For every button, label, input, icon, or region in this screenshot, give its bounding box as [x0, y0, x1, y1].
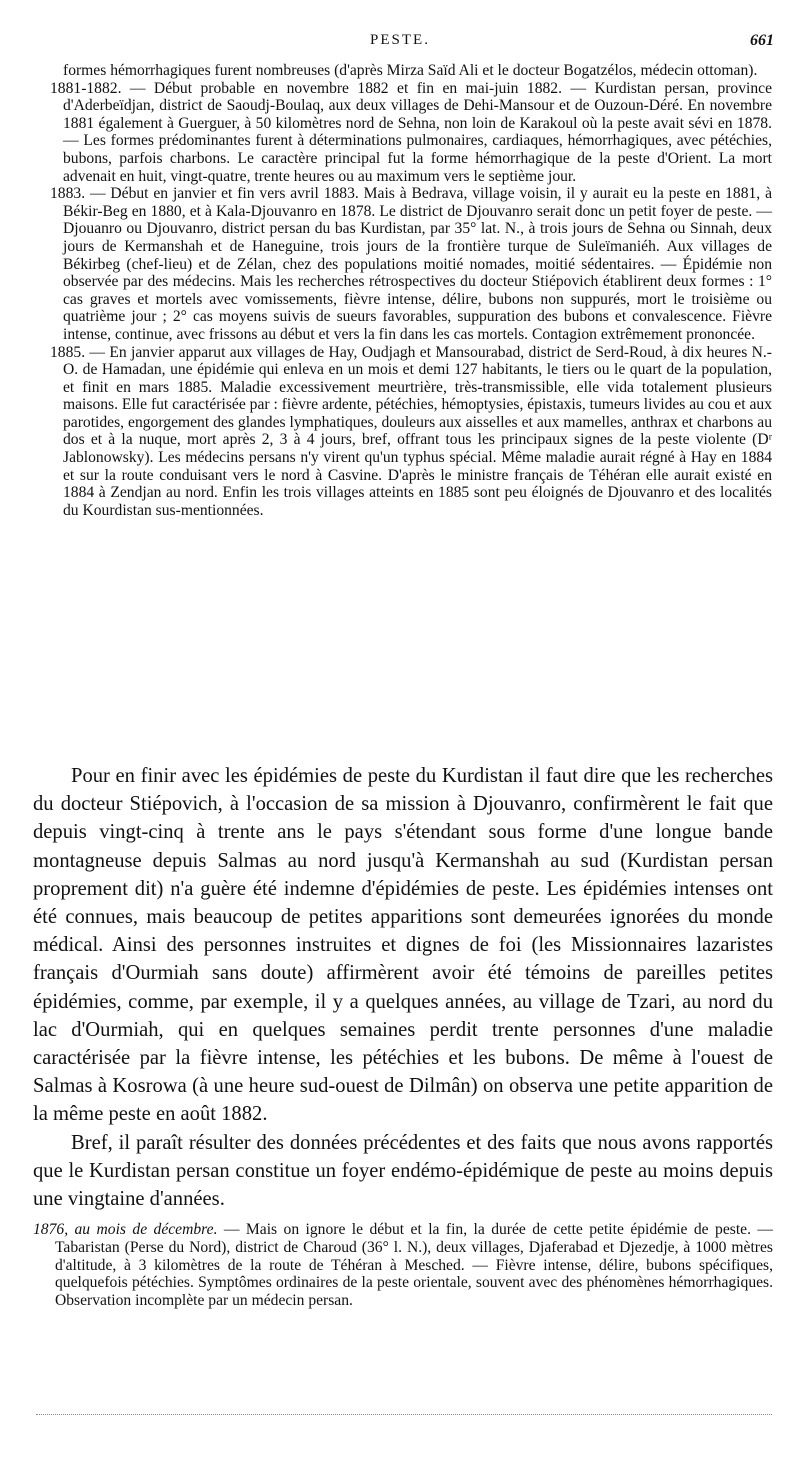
bottom-rule — [36, 1414, 772, 1415]
entry-1876-date: 1876, au mois de décembre. — [33, 1221, 218, 1238]
main-text — [33, 762, 773, 1213]
chronology-entries — [50, 62, 772, 519]
entry-1883: 1883. — Début en janvier et fin vers avril 1883. Mais à Bedrava, village voisin, il y aurait eu la peste en 1881, à Békir-Beg en 1880, et à Kala-Djouvanro en 1878. Le district de Djouvanro serait donc un petit foyer de peste. — Djouanro ou Djouvanro, district persan du bas Kurdistan, par 35° lat. N., à trois jours de Sehna ou Sinnah, deux jours de Kermanshah et de Haneguine, trois jours de la frontière turque de Suleïmaniéh. Aux villages de Békirbeg (chef-lieu) et de Zélan, chez des populations moitié nomades, moitié sédentaires. — Épidémie non observée par des médecins. Mais les recherches rétrospectives du docteur Stiépovich établirent deux formes : 1° cas graves et mortels avec vomissements, fièvre intense, délire, bubons non suppurés, mort le troisième ou quatrième jour ; 2° cas moyens suivis de sueurs favorables, suppuration des bubons et convalescence. Fièvre intense, continue, avec frissons au début et vers la fin dans les cas mortels. Contagion extrêmement prononcée. — [50, 185, 772, 343]
running-title: PESTE. — [370, 32, 430, 48]
entry-1876 — [33, 1221, 773, 1310]
paragraph-conclusion: Bref, il paraît résulter des données précédentes et des faits que nous avons rapportés que le Kurdistan persan constitue un foyer endémo-épidémique de peste au moins depuis une vingtaine d'années. — [33, 1131, 773, 1211]
paragraph-kurdistan: Pour en finir avec les épidémies de peste du Kurdistan il faut dire que les recherches du docteur Stiépovich, à l'occasion de sa mission à Djouvanro, confirmèrent le fait que depuis vingt-cinq à trente ans le pays s'étendant sous forme d'une longue bande montagneuse depuis Salmas au nord jusqu'à Kermanshah au sud (Kurdistan persan proprement dit) n'a guère été indemne d'épidémies de peste. Les épidémies intenses ont été connues, mais beaucoup de petites apparitions sont demeurées ignorées du monde médical. Ainsi des personnes instruites et dignes de foi (les Missionnaires lazaristes français d'Ourmiah sans doute) affirmèrent avoir été témoins de pareilles petites épidémies, comme, par exemple, il y a quelques années, au village de Tzari, au nord du lac d'Ourmiah, qui en quelques semaines perdit trente personnes d'une maladie caractérisée par la fièvre intense, les pétéchies et les bubons. De même à l'ouest de Salmas à Kosrowa (à une heure sud-ouest de Dilmân) on observa une petite apparition de la même peste en août 1882. — [33, 765, 773, 1126]
entry-1885: 1885. — En janvier apparut aux villages de Hay, Oudjagh et Mansourabad, district de Serd-Roud, à dix heures N.-O. de Hamadan, une épidémie qui enleva en un mois et demi 127 habitants, le tiers ou le quart de la population, et finit en mars 1885. Maladie excessivement meurtrière, très-transmissible, elle vida totalement plusieurs maisons. Elle fut caractérisée par : fièvre ardente, pétéchies, hémoptysies, épistaxis, tumeurs livides au cou et aux parotides, engorgement des glandes lymphatiques, douleurs aux aisselles et aux mamelles, anthrax et charbons au dos et à la nuque, mort après 2, 3 à 4 jours, bref, offrant tous les principaux signes de la peste violente (Dʳ Jablonowsky). Les médecins persans n'y virent qu'un typhus spécial. Même maladie aurait régné à Hay en 1884 et sur la route conduisant vers le nord à Casvine. D'après le ministre français de Téhéran elle aurait existé en 1884 à Zendjan au nord. Enfin les trois villages atteints en 1885 sont peu éloignés de Djouvanro et des localités du Kourdistan sus-mentionnées. — [50, 343, 772, 519]
entry-1876-text: — Mais on ignore le début et la fin, la durée de cette petite épidémie de peste. — Tabaristan (Perse du Nord), district de Charoud (36° l. N.), deux villages, Djaferabad et Djezedje, à 1000 mètres d'altitude, à 3 kilomètres de la route de Téhéran à Mesched. — Fièvre intense, délire, bubons spécifiques, quelquefois pétéchies. Symptômes ordinaires de la peste orientale, souvent avec des phénomènes hémorrhagiques. Observation incomplète par un médecin persan. — [55, 1221, 773, 1310]
entry-1881-1882: 1881-1882. — Début probable en novembre 1882 et fin en mai-juin 1882. — Kurdistan persan, province d'Aderbeïdjan, district de Saoudj-Boulaq, aux deux villages de Dehi-Mansour et de Ouzoun-Déré. En novembre 1881 également à Guerguer, à 50 kilomètres nord de Sehna, non loin de Karakoul où la peste avait sévi en 1878. — Les formes prédominantes furent à déterminations pulmonaires, cardiaques, hémorrhagiques, avec pétéchies, bubons, parfois charbons. Le caractère principal fut la forme hémorrhagique de la peste d'Orient. La mort advenait en huit, vingt-quatre, trente heures ou au maximum vers le septième jour. — [50, 79, 772, 185]
entry-continuation: formes hémorrhagiques furent nombreuses (d'après Mirza Saïd Ali et le docteur Bogatzélos, médecin ottoman). — [63, 62, 758, 79]
page-header — [0, 30, 800, 52]
page-number: 661 — [750, 32, 774, 49]
